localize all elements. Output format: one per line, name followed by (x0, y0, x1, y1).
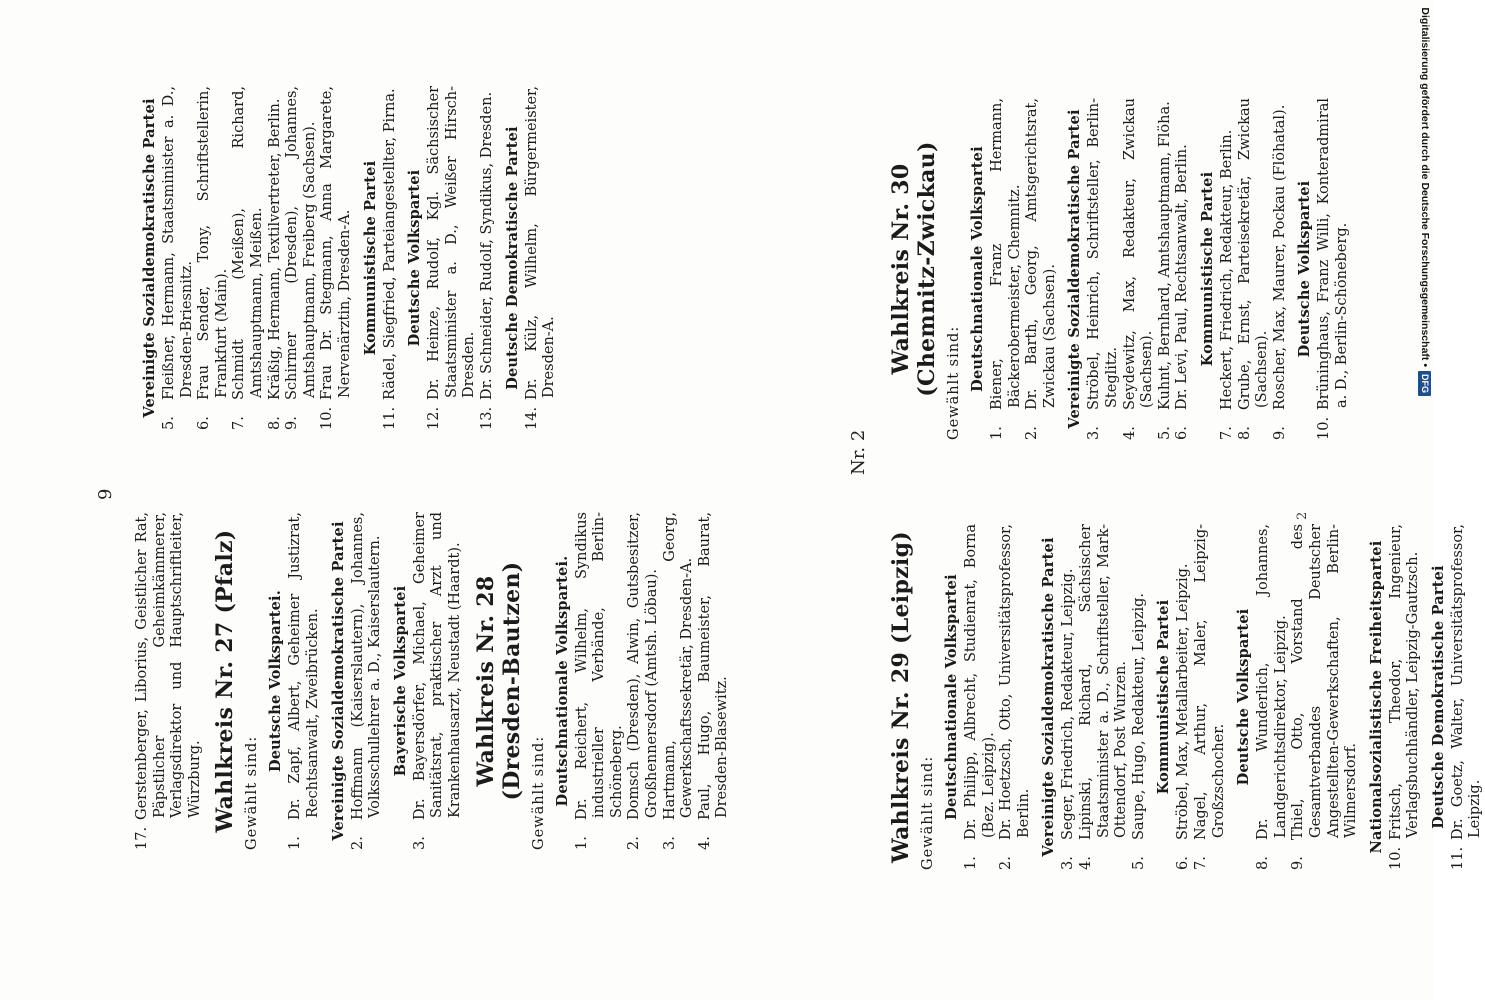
list-item: 2.Domsch (Dresden), Alwin, Gutsbesitzer, Großhennersdorf (Amtsh. Löbau). (626, 512, 660, 850)
party-heading: Vereinigte Sozialdemokratische Partei (329, 521, 347, 841)
list-item: 7.Nagel, Arthur, Maler, Leipzig-Großzschocher. (1192, 524, 1227, 870)
list-item: 11.Dr. Goetz, Walter, Universitätsprofessor, Leipzig. (1449, 524, 1484, 870)
column-left-page-top (134, 512, 732, 850)
dfg-logo-icon: DFG (1419, 371, 1432, 396)
wahlkreis-28-heading: Wahlkreis Nr. 28 (Dresden-Bautzen) (472, 561, 525, 801)
column-left-page-bottom (134, 86, 559, 430)
list-item: 6.Frau Sender, Tony, Schriftstellerin, Frankfurt (Main). (196, 86, 230, 430)
column-right-page-bottom (880, 98, 1352, 440)
wahlkreis-30-heading: Wahlkreis Nr. 30 (Chemnitz-Zwickau) (888, 141, 940, 397)
list-item: 7.Heckert, Friedrich, Redakteur, Berlin. (1218, 129, 1235, 440)
list-item: 10.Brüninghaus, Franz Willi, Konteradmiral a. D., Berlin-Schöneberg. (1316, 98, 1350, 440)
party-heading: Deutsche Volkspartei (1235, 608, 1253, 786)
party-heading: Deutschnationale Volkspartei (969, 146, 986, 392)
list-item: 4.Seydewitz, Max, Redakteur, Zwickau (Sachsen). (1121, 98, 1156, 440)
list-item: 2.Hoffmann (Kaiserslautern), Johannes, Volksschullehrer a. D., Kaiserslautern. (349, 512, 384, 850)
list-item: 6.Dr. Levi, Paul, Rechtsanwalt, Berlin. (1174, 144, 1191, 440)
list-item: 8.Grube, Ernst, Parteisekretär, Zwickau (Sachsen). (1236, 98, 1271, 440)
party-heading: Deutsche Demokratische Partei (503, 126, 521, 390)
digitization-note: Digitalisierung gefördert durch die Deutsche Forschungsgemeinschaft • (1419, 7, 1431, 367)
party-heading: Kommunistische Partei (1155, 599, 1173, 795)
list-item: 3.Dr. Bayersdörfer, Michael, Geheimer Sanitätsrat, praktischer Arzt und Krankenhausarzt, Neustadt (Haardt). (411, 512, 463, 850)
party-heading: Deutschnationale Volkspartei (943, 574, 960, 820)
party-heading: Vereinigte Sozialdemokratische Partei (1040, 537, 1058, 857)
party-heading: Deutsche Volkspartei (1296, 180, 1314, 358)
page-number-left: 9 (95, 488, 116, 500)
list-item: 9.Thiel, Otto, Vorstand des Gesamtverbandes Deutscher Angestellten-Gewerkschaften, Berlin-Wilmersdorf. (1290, 524, 1360, 870)
list-item: 9.Roscher, Max, Maurer, Pockau (Flöhatal). (1271, 104, 1288, 440)
list-item: 10.Fritsch, Theodor, Ingenieur, Verlagsbuchhändler, Leipzig-Gautzsch. (1387, 524, 1422, 870)
list-item: 12.Dr. Heinze, Rudolf, Kgl. Sächsischer Staatsminister a. D., Weißer Hirsch-Dresden. (426, 86, 478, 430)
party-heading: Vereinigte Sozialdemokratische Partei (1066, 109, 1084, 429)
list-item: 10.Frau Dr. Stegmann, Anna Margarete, Nervenärztin, Dresden-A. (319, 86, 353, 430)
list-item: 14.Dr. Külz, Wilhelm, Bürgermeister, Dresden-A. (523, 86, 558, 430)
list-item: 9.Schirmer (Dresden), Johannes, Amtshauptmann, Freiberg (Sachsen). (284, 86, 318, 430)
party-heading: Deutsche Demokratische Partei (1429, 565, 1447, 829)
gewaehlt-label: Gewählt sind: (530, 735, 547, 850)
list-item: 6.Ströbel, Max, Metallarbeiter, Leipzig. (1175, 563, 1192, 870)
entry-17: 17.Gerstenberger, Liborius, Geistlicher Rat, Päpstlicher Geheimkämmerer, Verlagsdirektor und Hauptschriftleiter, Würzburg. (134, 512, 203, 850)
list-item: 5.Fleißner, Hermann, Staatsminister a. D., Dresden-Briesnitz. (161, 86, 195, 430)
list-item: 3.Hartmann, Georg, Gewerkschaftssekretär, Dresden-A. (661, 512, 696, 850)
list-item: 2.Dr. Hoetzsch, Otto, Universitätsprofessor, Berlin. (998, 524, 1032, 870)
party-heading: Bayerische Volkspartei (391, 585, 409, 777)
list-item: 7.Schmidt (Meißen), Richard, Amtshauptmann, Meißen. (231, 86, 265, 430)
column-right-page-top (880, 524, 1485, 870)
list-item: 8.Kräßig, Hermann, Textilvertreter, Berlin. (266, 98, 283, 430)
party-heading: Deutsche Volkspartei. (267, 590, 285, 773)
list-item: 5.Kuhnt, Bernhard, Amtshauptmann, Flöha. (1156, 101, 1173, 440)
list-item: 1.Dr. Philipp, Albrecht, Studienrat, Borna (Bez. Leipzig). (963, 524, 997, 870)
party-heading: Nationalsozialistische Freiheitspartei (1367, 540, 1385, 854)
list-item: 5.Saupe, Hugo, Redakteur, Leipzig. (1130, 592, 1147, 870)
party-heading: Kommunistische Partei (1198, 171, 1216, 367)
list-item: 13.Dr. Schneider, Rudolf, Syndikus, Dresden. (478, 91, 495, 430)
party-heading: Kommunistische Partei (361, 160, 379, 356)
wahlkreis-27-heading: Wahlkreis Nr. 27 (Pfalz) (212, 529, 239, 833)
list-item: 3.Seger, Friedrich, Redakteur, Leipzig. (1060, 568, 1077, 870)
list-item: 8.Dr. Wunderlich, Johannes, Landgerichtsdirektor, Leipzig. (1255, 524, 1289, 870)
party-heading: Vereinigte Sozialdemokratische Partei (141, 98, 158, 418)
party-heading: Deutsche Volkspartei (406, 169, 424, 347)
list-item: 1.Biener, Franz Hermann, Bäckerobermeister, Chemnitz. (989, 98, 1023, 440)
gewaehlt-label: Gewählt sind: (920, 755, 936, 870)
digitization-strip (1418, 6, 1432, 396)
list-item: 4.Paul, Hugo, Baumeister, Baurat, Dresden-Blasewitz. (696, 512, 731, 850)
party-heading: Deutschnationale Volkspartei. (553, 555, 571, 807)
gewaehlt-label: Gewählt sind: (244, 735, 261, 850)
page-number-right: Nr. 2 (848, 429, 869, 475)
list-item: 1.Dr. Reichert, Wilhelm, Syndikus industrieller Verbände, Berlin-Schöneberg. (573, 512, 625, 850)
list-item: 1.Dr. Zapf, Albert, Geheimer Justizrat, Rechtsanwalt, Zweibrücken. (287, 512, 321, 850)
gewaehlt-label: Gewählt sind: (946, 325, 962, 440)
list-item: 2.Dr. Barth, Georg, Amtsgerichtsrat, Zwickau (Sachsen). (1024, 98, 1058, 440)
wahlkreis-29-heading: Wahlkreis Nr. 29 (Leipzig) (888, 531, 914, 863)
list-item: 4.Lipinski, Richard, Sächsischer Staatsminister a. D., Schriftsteller, Mark-Ottendorf, Post Wurzen. (1077, 524, 1130, 870)
list-item: 3.Ströbel, Heinrich, Schriftsteller, Berlin-Steglitz. (1086, 98, 1120, 440)
footer-mark: 2 (1295, 511, 1310, 520)
list-item: 11.Rädel, Siegfried, Parteiangestellter, Pirna. (381, 88, 398, 430)
